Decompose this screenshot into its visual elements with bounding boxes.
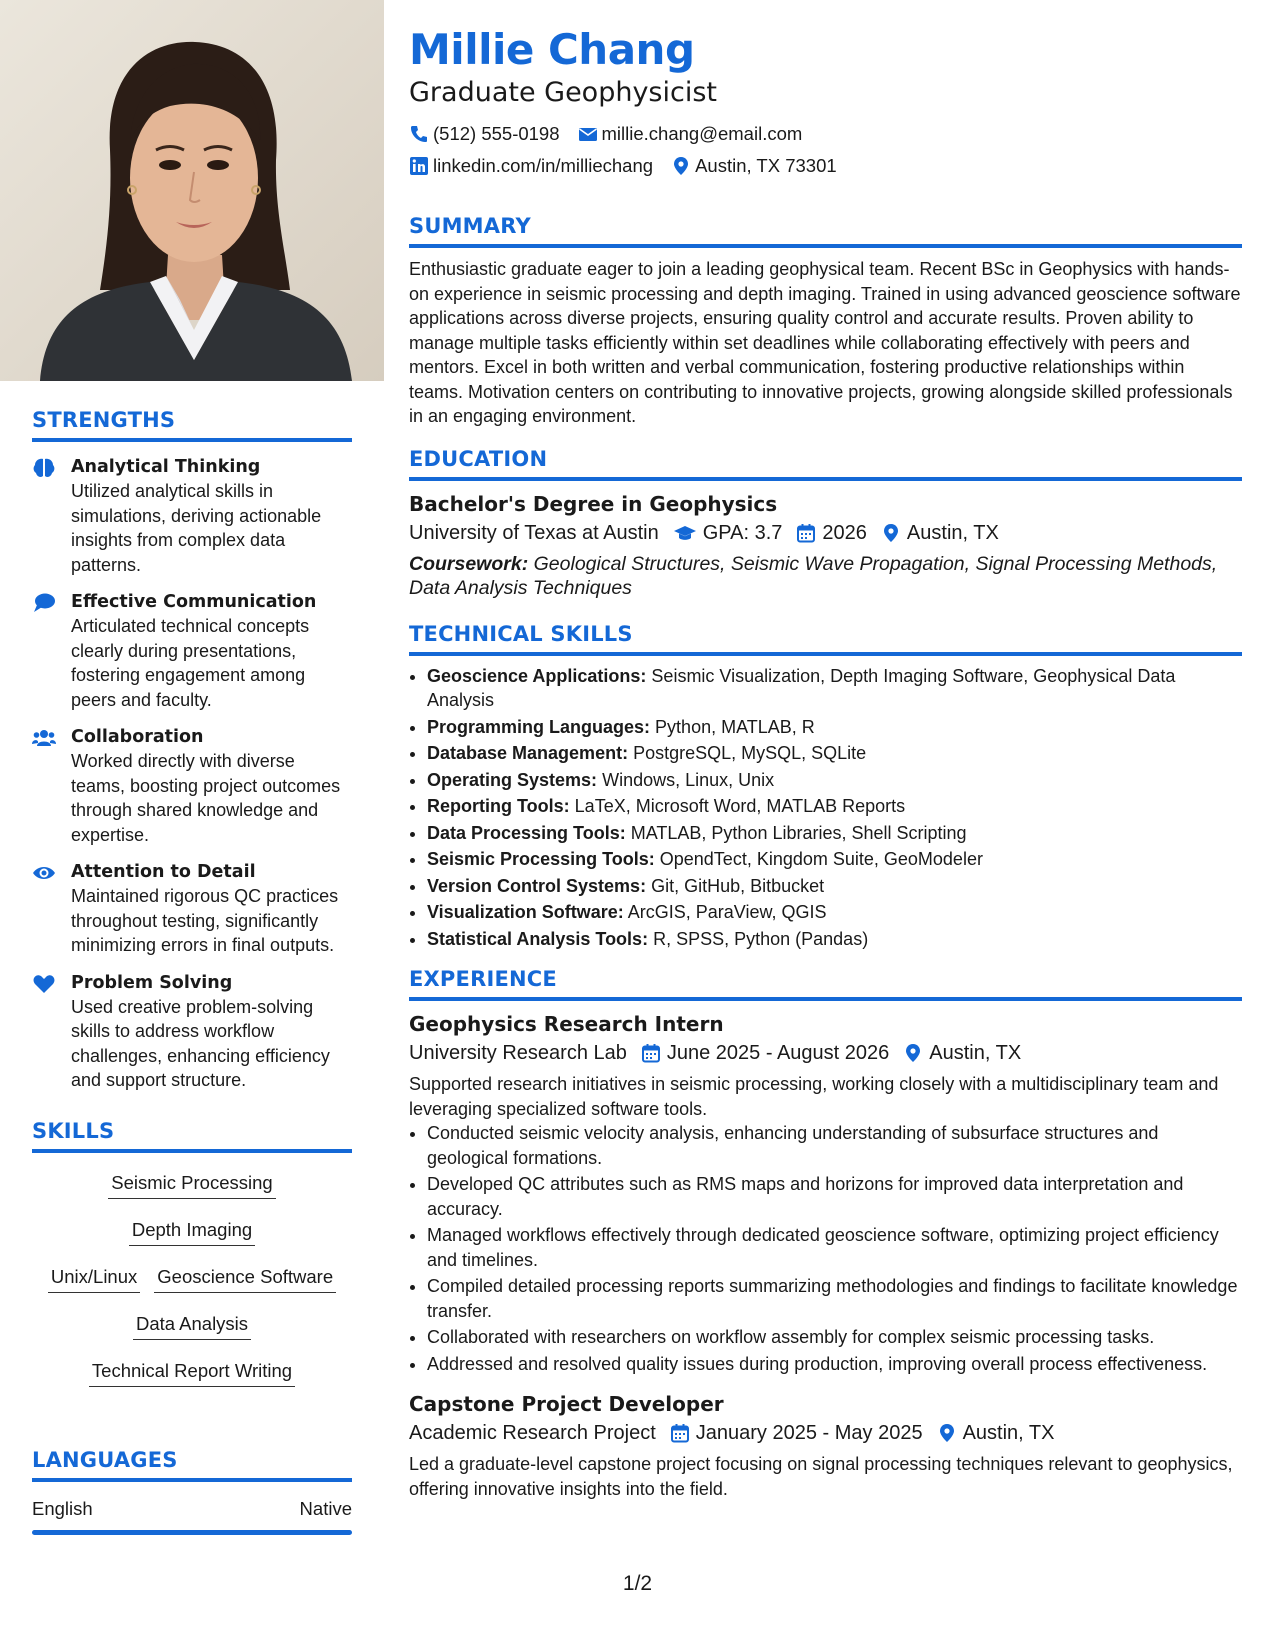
technical-skill-item [427, 927, 1242, 952]
education-location [881, 518, 999, 548]
calendar-icon [796, 523, 816, 543]
technical-skill-item [427, 821, 1242, 846]
technical-skills-heading: TECHNICAL SKILLS [409, 621, 633, 646]
skill-value: Python, MATLAB, R [655, 716, 815, 737]
skills-list [32, 1165, 352, 1400]
technical-skill-item [427, 741, 1242, 766]
language-proficiency-bar [32, 1530, 352, 1535]
degree-title: Bachelor's Degree in Geophysics [409, 491, 778, 516]
location-text: Austin, TX [929, 1042, 1022, 1064]
skill-label: Reporting Tools: [427, 796, 570, 816]
skill-value: Seismic Visualization, Depth Imaging Software, Geophysical Data Analysis [427, 665, 1176, 710]
strength-desc: Utilized analytical skills in simulations, deriving actionable insights from complex data patterns. [71, 481, 322, 575]
year-text: 2026 [822, 521, 867, 544]
strength-desc: Worked directly with diverse teams, boosting project outcomes through shared knowledge and expertise. [71, 751, 341, 845]
left-column [32, 408, 352, 1535]
map-pin-icon [881, 523, 901, 543]
technical-skills-rule [409, 652, 1242, 656]
job-meta [409, 1038, 1242, 1068]
coursework-label: Coursework: [409, 552, 529, 575]
strength-title: Analytical Thinking [71, 457, 261, 477]
job-bullet: • Collaborated with researchers on workflow assembly for complex seismic processing tasks. [427, 1325, 1242, 1350]
contact-line [409, 118, 1242, 150]
job-bullet: • Addressed and resolved quality issues during production, improving overall process effectiveness. [427, 1352, 1242, 1377]
phone-icon [409, 124, 429, 144]
skill-label: Seismic Processing Tools: [427, 849, 655, 869]
strength-desc: Maintained rigorous QC practices throughout testing, significantly minimizing errors in final outputs. [71, 886, 339, 955]
summary-heading: SUMMARY [409, 214, 531, 238]
education-rule [409, 477, 1242, 481]
graduation-cap-icon [673, 523, 697, 543]
right-column [409, 24, 1242, 1501]
skill-chip: Depth Imaging [129, 1218, 255, 1246]
linkedin-icon [409, 156, 429, 176]
skill-chip: Data Analysis [133, 1312, 251, 1340]
headline: Graduate Geophysicist [409, 77, 717, 108]
strength-item [32, 456, 352, 577]
experience-section [409, 967, 1242, 1501]
email-contact[interactable] [578, 118, 803, 150]
technical-skill-item [427, 847, 1242, 872]
calendar-icon [641, 1043, 661, 1063]
strengths-heading: STRENGTHS [32, 408, 176, 432]
technical-skill-item [427, 900, 1242, 925]
strength-desc: Used creative problem-solving skills to address workflow challenges, enhancing efficiency and support structure. [71, 996, 330, 1090]
job-bullet: • Managed workflows effectively through dedicated geoscience software, optimizing project efficiency and timelines. [427, 1223, 1242, 1272]
skill-label: Visualization Software: [427, 902, 624, 922]
phone-text: (512) 555-0198 [433, 123, 560, 144]
calendar-icon [670, 1423, 690, 1443]
summary-text: Enthusiastic graduate eager to join a leading geophysical team. Recent BSc in Geophysics with hands-on experience in seismic processing and depth imaging. Trained in using advanced geoscience software applications across diverse projects, ensuring quality control and accurate results. Proven ability to manage multiple tasks efficiently within set deadlines while collaborating effectively with peers and mentors. Excel in both written and verbal communication, fostering productive relationships within teams. Motivation centers on contributing to innovative projects, growing alongside skilled professionals in an engaging environment. [409, 259, 1241, 426]
job-bullet: • Compiled detailed processing reports summarizing methodologies and findings to facilitate knowledge transfer. [427, 1274, 1242, 1323]
languages-rule [32, 1478, 352, 1482]
language-level: Native [299, 1497, 352, 1519]
skill-label: Statistical Analysis Tools: [427, 928, 649, 949]
job-location [903, 1038, 1021, 1068]
job-org [409, 1418, 656, 1448]
skills-heading: SKILLS [32, 1118, 115, 1143]
technical-skill-item [427, 715, 1242, 740]
map-pin-icon [903, 1043, 923, 1063]
skill-label: Version Control Systems: [427, 875, 647, 896]
location-text: Austin, TX [906, 521, 999, 544]
location-text: Austin, TX 73301 [695, 155, 837, 176]
education-section [409, 447, 1242, 600]
summary-rule [409, 244, 1242, 248]
skill-value: PostgreSQL, MySQL, SQLite [633, 743, 867, 763]
strength-item [32, 591, 352, 712]
brain-icon [32, 457, 56, 479]
strength-desc: Articulated technical concepts clearly during presentations, fostering engagement among peers and faculty. [71, 616, 310, 710]
phone-contact[interactable] [409, 118, 560, 150]
speech-bubble-icon [32, 592, 56, 614]
education-heading: EDUCATION [409, 446, 548, 471]
strengths-rule [32, 438, 352, 442]
map-pin-icon [671, 156, 691, 176]
strength-item [32, 861, 352, 958]
language-row [32, 1498, 352, 1520]
linkedin-text: linkedin.com/in/milliechang [433, 155, 654, 176]
grad-year [796, 518, 867, 548]
job-meta [409, 1418, 1242, 1448]
strength-title: Attention to Detail [71, 862, 256, 882]
skill-value: R, SPSS, Python (Pandas) [653, 928, 869, 949]
skill-value: MATLAB, Python Libraries, Shell Scripting [630, 822, 967, 843]
languages-heading: LANGUAGES [32, 1447, 178, 1472]
contact-line [409, 150, 1242, 182]
strength-title: Problem Solving [71, 972, 233, 993]
candidate-name: Millie Chang [409, 25, 695, 74]
technical-skill-item [427, 664, 1242, 713]
skill-chip: Unix/Linux [48, 1265, 140, 1293]
school-name: University of Texas at Austin [409, 521, 659, 544]
gpa [673, 518, 783, 548]
skill-label: Database Management: [427, 743, 629, 763]
skills-rule [32, 1149, 352, 1153]
technical-skills-section [409, 622, 1242, 952]
portrait-illustration [0, 0, 384, 381]
strength-item [32, 972, 352, 1093]
eye-icon [32, 862, 56, 884]
skill-value: Git, GitHub, Bitbucket [651, 875, 825, 896]
job-dates [641, 1038, 889, 1068]
experience-heading: EXPERIENCE [409, 967, 557, 991]
education-meta [409, 518, 1242, 548]
technical-skills-list [409, 664, 1242, 952]
job-entry [409, 1010, 1242, 1376]
dates-text: January 2025 - May 2025 [695, 1422, 923, 1444]
job-dates [670, 1418, 923, 1448]
location-text: Austin, TX [962, 1422, 1055, 1444]
profile-photo [0, 0, 384, 381]
skill-chip: Geoscience Software [154, 1265, 336, 1293]
language-name: English [32, 1497, 93, 1519]
job-location [937, 1418, 1055, 1448]
skill-label: Geoscience Applications: [427, 665, 647, 686]
skill-label: Data Processing Tools: [427, 822, 626, 843]
job-summary: Supported research initiatives in seismic processing, working closely with a multidisciplinary team and leveraging specialized software tools. [409, 1074, 1219, 1119]
skill-value: Windows, Linux, Unix [602, 769, 775, 790]
job-summary: Led a graduate-level capstone project focusing on signal processing techniques relevant to geophysics, offering innovative insights into the field. [409, 1454, 1233, 1499]
location-contact [671, 150, 837, 182]
page-number: 1/2 [622, 1572, 653, 1595]
skill-label: Programming Languages: [427, 716, 651, 737]
envelope-icon [578, 124, 598, 144]
skill-value: LaTeX, Microsoft Word, MATLAB Reports [574, 796, 906, 816]
map-pin-icon [937, 1423, 957, 1443]
experience-rule [409, 997, 1242, 1001]
job-org [409, 1038, 627, 1068]
job-bullets [409, 1121, 1242, 1376]
skill-chip: Technical Report Writing [89, 1359, 295, 1387]
org-name: Academic Research Project [409, 1422, 656, 1444]
school [409, 518, 659, 548]
dates-text: June 2025 - August 2026 [666, 1042, 890, 1064]
summary-section [409, 214, 1242, 429]
job-entry [409, 1390, 1242, 1501]
heart-icon [32, 973, 56, 995]
gpa-text: GPA: 3.7 [702, 521, 783, 544]
technical-skill-item [427, 794, 1242, 819]
strength-title: Collaboration [71, 727, 204, 747]
linkedin-contact[interactable] [409, 150, 653, 182]
org-name: University Research Lab [409, 1042, 627, 1064]
users-icon [32, 727, 56, 749]
job-title: Geophysics Research Intern [409, 1012, 724, 1036]
skill-value: ArcGIS, ParaView, QGIS [627, 902, 827, 922]
job-title: Capstone Project Developer [409, 1392, 724, 1416]
coursework [409, 552, 1242, 600]
strength-item [32, 726, 352, 847]
email-text: millie.chang@email.com [601, 123, 803, 144]
technical-skill-item [427, 874, 1242, 899]
job-bullet: • Conducted seismic velocity analysis, enhancing understanding of subsurface structures and geological formations. [427, 1121, 1242, 1170]
skill-value: OpendTect, Kingdom Suite, GeoModeler [659, 849, 983, 869]
coursework-list: Geological Structures, Seismic Wave Propagation, Signal Processing Methods, Data Analysis Techniques [409, 552, 1218, 599]
strength-title: Effective Communication [71, 592, 317, 612]
technical-skill-item [427, 768, 1242, 793]
skill-chip: Seismic Processing [108, 1171, 275, 1199]
skill-label: Operating Systems: [427, 769, 598, 790]
job-bullet: • Developed QC attributes such as RMS maps and horizons for improved data interpretation and accuracy. [427, 1172, 1242, 1221]
